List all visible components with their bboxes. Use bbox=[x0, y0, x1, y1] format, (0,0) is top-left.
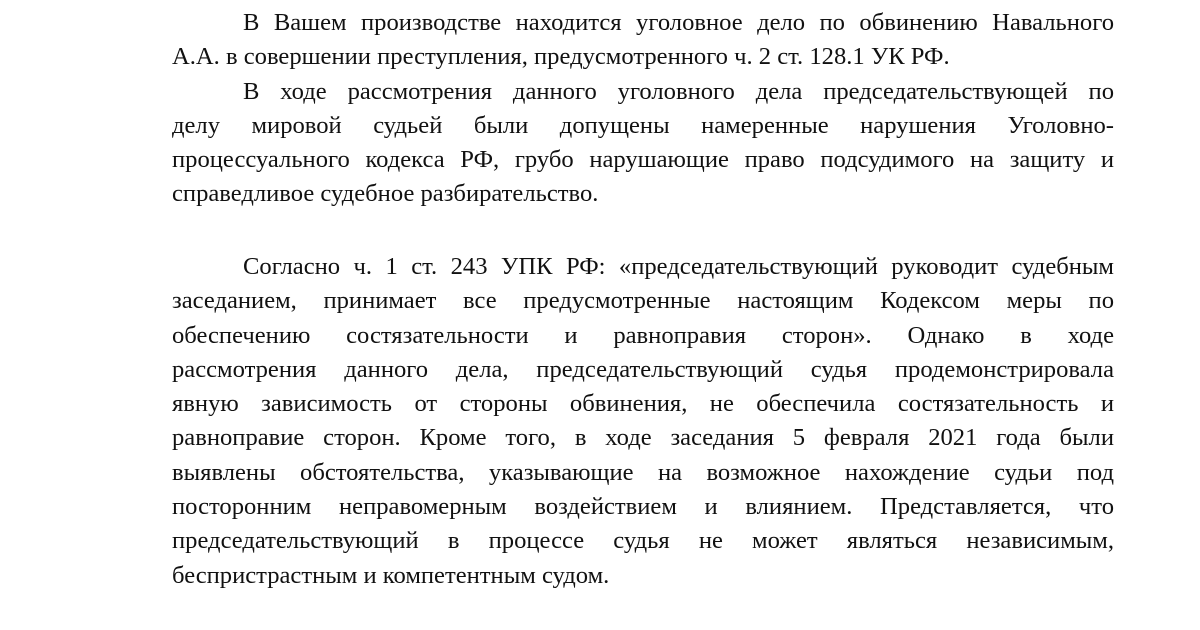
paragraph-line: посторонним неправомерным воздействием и влиянием. Представляется, что bbox=[172, 493, 1114, 521]
paragraph-line: обеспечению состязательности и равноправия сторон». Однако в ходе bbox=[172, 321, 1114, 349]
paragraph-2 bbox=[172, 75, 1114, 212]
paragraph-line: В ходе рассмотрения данного уголовного дела председательствующей по bbox=[243, 77, 1114, 105]
paragraph-line: явную зависимость от стороны обвинения, не обеспечила состязательность и bbox=[172, 390, 1114, 418]
paragraph-line: заседанием, принимает все предусмотренные настоящим Кодексом меры по bbox=[172, 287, 1114, 315]
paragraph-line: процессуального кодекса РФ, грубо нарушающие право подсудимого на защиту и bbox=[172, 146, 1114, 174]
paragraph-line: равноправие сторон. Кроме того, в ходе заседания 5 февраля 2021 года были bbox=[172, 424, 1114, 452]
paragraph-line: выявлены обстоятельства, указывающие на возможное нахождение судьи под bbox=[172, 458, 1114, 486]
paragraph-3 bbox=[172, 250, 1114, 593]
paragraph-line: делу мировой судьей были допущены намеренные нарушения Уголовно- bbox=[172, 111, 1114, 139]
paragraph-line: справедливое судебное разбирательство. bbox=[172, 180, 599, 208]
paragraph-line: беспристрастным и компетентным судом. bbox=[172, 561, 610, 589]
paragraph-line: председательствующий в процессе судья не может являться независимым, bbox=[172, 527, 1114, 555]
paragraph-line: А.А. в совершении преступления, предусмотренного ч. 2 ст. 128.1 УК РФ. bbox=[172, 43, 950, 71]
paragraph-line: рассмотрения данного дела, председательствующий судья продемонстрировала bbox=[172, 355, 1114, 383]
document-section-2 bbox=[172, 250, 1114, 593]
paragraph-line: Согласно ч. 1 ст. 243 УПК РФ: «председательствующий руководит судебным bbox=[243, 253, 1114, 280]
document-section-1 bbox=[172, 6, 1114, 212]
paragraph-1 bbox=[172, 6, 1114, 75]
paragraph-line: В Вашем производстве находится уголовное дело по обвинению Навального bbox=[243, 9, 1114, 36]
